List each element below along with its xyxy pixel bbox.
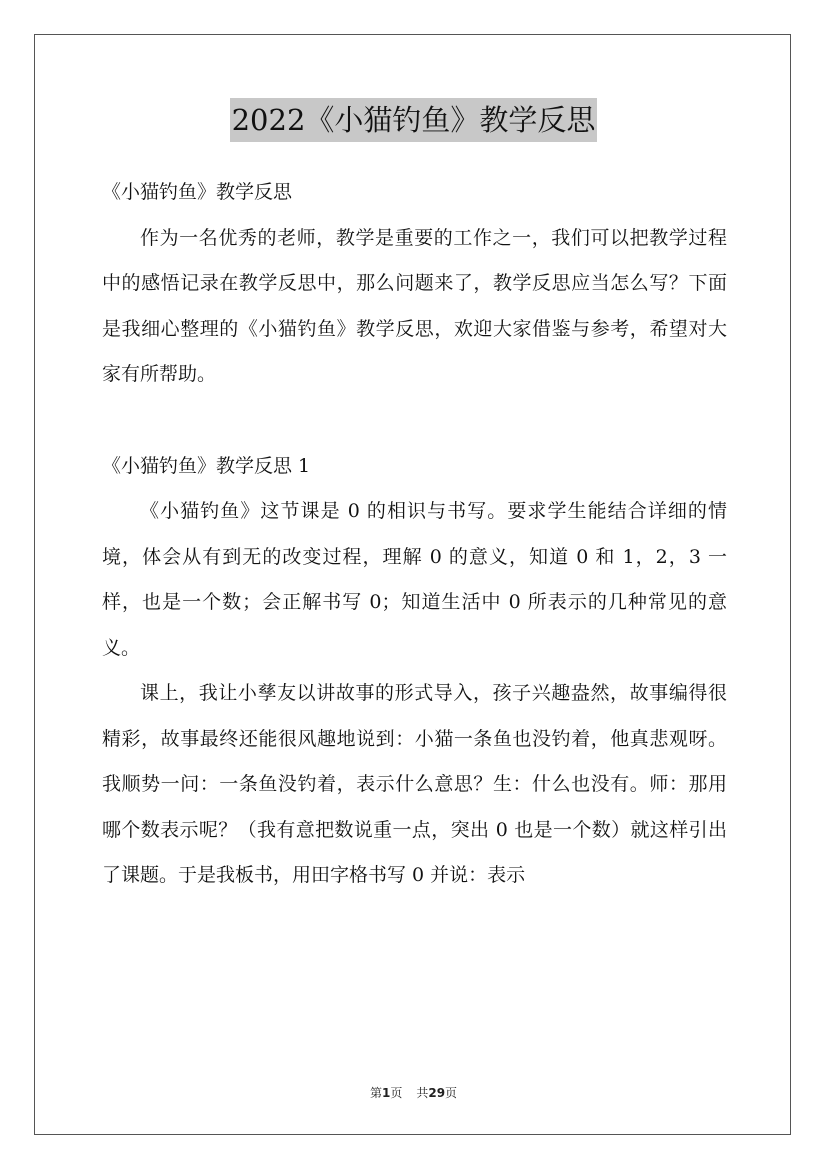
body-paragraph: 《小猫钓鱼》这节课是 0 的相识与书写。要求学生能结合详细的情境，体会从有到无的改变过程，理解 0 的意义，知道 0 和 1，2，3 一样，也是一个数；会正解书写 0；知道生活中 0 所表示的几种常见的意义。 [102, 500, 727, 659]
intro-paragraph: 作为一名优秀的老师，教学是重要的工作之一，我们可以把教学过程中的感悟记录在教学反思中，那么问题来了，教学反思应当怎么写？下面是我细心整理的《小猫钓鱼》教学反思，欢迎大家借鉴与参考，希望对大家有所帮助。 [102, 226, 727, 385]
section-heading: 《小猫钓鱼》教学反思 1 [102, 454, 311, 477]
page-suffix: 页 [390, 1086, 403, 1100]
document-subtitle: 《小猫钓鱼》教学反思 [102, 181, 293, 203]
section-spacer [102, 398, 727, 444]
title-container [0, 98, 827, 142]
page-footer [0, 1084, 827, 1101]
document-title: 2022《小猫钓鱼》教学反思 [230, 98, 598, 142]
body-paragraph: 课上，我让小孳友以讲故事的形式导入，孩子兴趣盎然，故事编得很精彩，故事最终还能很风趣地说到：小猫一条鱼也没钓着，他真悲观呀。我顺势一问：一条鱼没钓着，表示什么意思？生：什么也没有。师：那用哪个数表示呢？（我有意把数说重一点，突出 0 也是一个数）就这样引出了课题。于是我板书，用田字格书写 0 并说：表示 [102, 682, 727, 886]
total-suffix: 页 [445, 1086, 458, 1100]
page-prefix: 第 [369, 1086, 382, 1100]
page-number: 1 [381, 1086, 391, 1100]
document-body [102, 170, 727, 899]
total-prefix: 共 [416, 1086, 429, 1100]
total-pages: 29 [428, 1086, 446, 1100]
